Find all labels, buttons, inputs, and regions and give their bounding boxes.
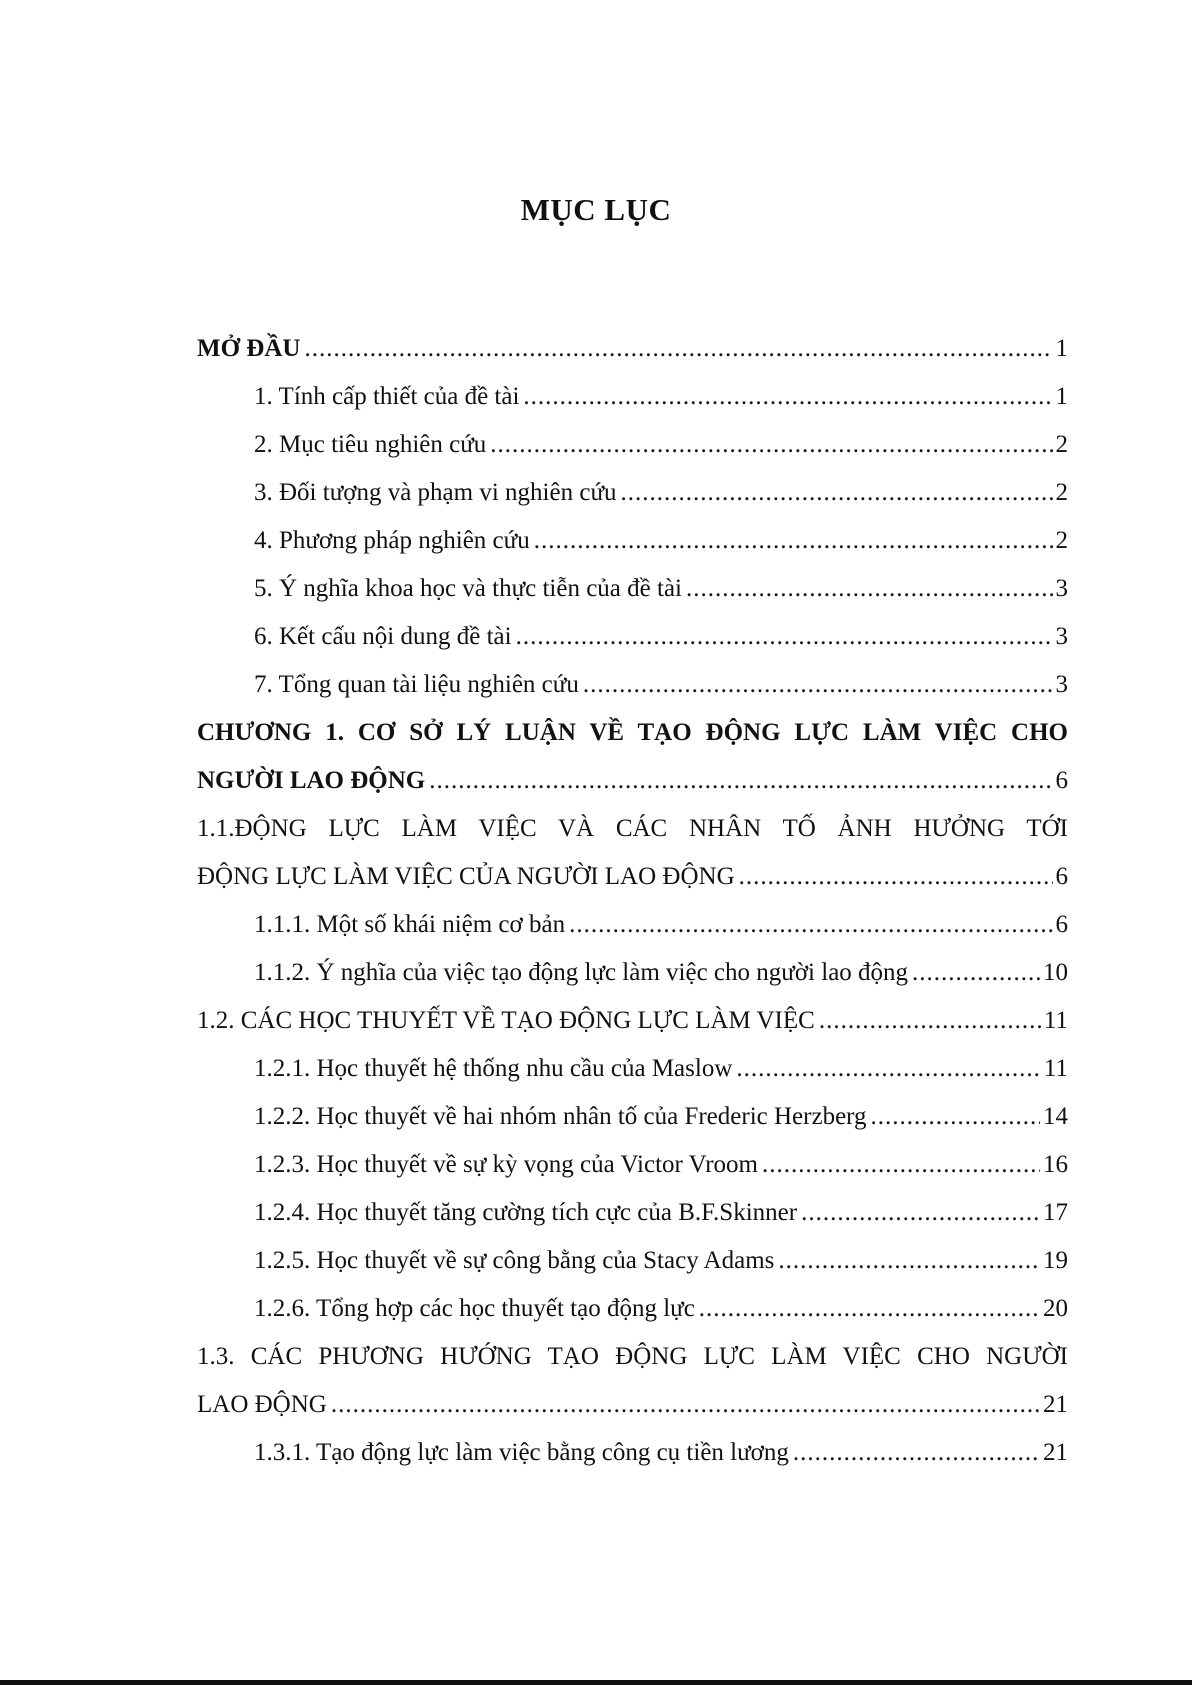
toc-page-number: 11 bbox=[1043, 1007, 1068, 1034]
toc-entry-label: 1.2.6. Tổng hợp các học thuyết tạo động lực bbox=[254, 1295, 695, 1322]
toc-page-number: 2 bbox=[1055, 479, 1068, 506]
toc-entry-label: 6. Kết cấu nội dung đề tài bbox=[254, 623, 512, 650]
toc-page-number: 16 bbox=[1043, 1151, 1068, 1178]
toc-page-number: 1 bbox=[1055, 335, 1068, 362]
toc-entry-line-wrapped bbox=[197, 709, 1068, 757]
toc-entry[interactable] bbox=[197, 1189, 1068, 1237]
toc-entry-label: 1.2.3. Học thuyết về sự kỳ vọng của Victor Vroom bbox=[254, 1151, 758, 1178]
toc-entry-line bbox=[197, 901, 1068, 949]
toc-entry-line bbox=[197, 1189, 1068, 1237]
toc-entry-line bbox=[197, 661, 1068, 709]
dot-leader bbox=[516, 613, 1053, 661]
toc-page-number: 20 bbox=[1043, 1295, 1068, 1322]
toc-entry-label: 1.2.5. Học thuyết về sự công bằng của Stacy Adams bbox=[254, 1247, 775, 1274]
toc-entry-label: 1.1.1. Một số khái niệm cơ bản bbox=[254, 911, 566, 938]
toc-entry[interactable] bbox=[197, 1429, 1068, 1477]
toc-entry[interactable] bbox=[197, 373, 1068, 421]
dot-leader bbox=[778, 1237, 1040, 1285]
dot-leader bbox=[801, 1189, 1040, 1237]
toc-entry[interactable] bbox=[197, 613, 1068, 661]
toc-page-number: 6 bbox=[1055, 863, 1068, 890]
toc-entry[interactable] bbox=[197, 1237, 1068, 1285]
toc-entry-line bbox=[197, 1429, 1068, 1477]
dot-leader bbox=[871, 1093, 1040, 1141]
toc-entry[interactable] bbox=[197, 517, 1068, 565]
dot-leader bbox=[583, 661, 1053, 709]
toc-entry-label: NGƯỜI LAO ĐỘNG bbox=[197, 767, 426, 794]
dot-leader bbox=[736, 1045, 1041, 1093]
dot-leader bbox=[739, 853, 1053, 901]
toc-entry-line bbox=[197, 1141, 1068, 1189]
toc-entry[interactable] bbox=[197, 661, 1068, 709]
toc-entry-line bbox=[197, 757, 1068, 805]
toc-entry-label: 4. Phương pháp nghiên cứu bbox=[254, 527, 530, 554]
toc-page-number: 2 bbox=[1055, 431, 1068, 458]
toc-entry-label: 2. Mục tiêu nghiên cứu bbox=[254, 431, 487, 458]
toc-entry[interactable] bbox=[197, 901, 1068, 949]
toc-page-number: 6 bbox=[1055, 767, 1068, 794]
toc-entry[interactable] bbox=[197, 949, 1068, 997]
toc-entry-line bbox=[197, 997, 1068, 1045]
toc-page-number: 3 bbox=[1055, 623, 1068, 650]
toc-entry-line bbox=[197, 373, 1068, 421]
toc-page-number: 1 bbox=[1055, 383, 1068, 410]
toc-entry-line bbox=[197, 565, 1068, 613]
toc-page-number: 21 bbox=[1043, 1439, 1068, 1466]
toc-entry-line-wrapped bbox=[197, 805, 1068, 853]
toc-entry-label: 1. Tính cấp thiết của đề tài bbox=[254, 383, 520, 410]
toc-entry-line bbox=[197, 853, 1068, 901]
table-of-contents bbox=[197, 325, 1068, 1477]
toc-page-number: 19 bbox=[1043, 1247, 1068, 1274]
toc-entry[interactable] bbox=[197, 469, 1068, 517]
toc-entry-label: 7. Tổng quan tài liệu nghiên cứu bbox=[254, 671, 579, 698]
toc-title: MỤC LỤC bbox=[520, 192, 672, 227]
toc-entry[interactable] bbox=[197, 565, 1068, 613]
toc-entry-label: 5. Ý nghĩa khoa học và thực tiễn của đề tài bbox=[254, 575, 682, 602]
toc-page-number: 2 bbox=[1055, 527, 1068, 554]
toc-entry[interactable] bbox=[197, 1285, 1068, 1333]
dot-leader bbox=[819, 997, 1041, 1045]
toc-entry-label: 1.2.1. Học thuyết hệ thống nhu cầu của Maslow bbox=[254, 1055, 733, 1082]
toc-entry-line bbox=[197, 1045, 1068, 1093]
toc-entry[interactable] bbox=[197, 421, 1068, 469]
toc-entry[interactable] bbox=[197, 1093, 1068, 1141]
toc-entry[interactable] bbox=[197, 709, 1068, 805]
toc-entry[interactable] bbox=[197, 1141, 1068, 1189]
toc-entry-label: 1.3.1. Tạo động lực làm việc bằng công cụ tiền lương bbox=[254, 1439, 789, 1466]
toc-entry-line bbox=[197, 949, 1068, 997]
toc-page-number: 3 bbox=[1055, 575, 1068, 602]
toc-page-number: 21 bbox=[1043, 1391, 1068, 1418]
toc-page-number: 14 bbox=[1043, 1103, 1068, 1130]
toc-entry[interactable] bbox=[197, 325, 1068, 373]
toc-entry-line-wrapped bbox=[197, 1333, 1068, 1381]
dot-leader bbox=[490, 421, 1052, 469]
toc-entry[interactable] bbox=[197, 1045, 1068, 1093]
toc-entry-line bbox=[197, 469, 1068, 517]
dot-leader bbox=[912, 949, 1040, 997]
toc-page-number: 6 bbox=[1055, 911, 1068, 938]
toc-entry-line bbox=[197, 421, 1068, 469]
toc-entry-line bbox=[197, 613, 1068, 661]
page-bottom-edge bbox=[0, 1680, 1192, 1685]
dot-leader bbox=[793, 1429, 1040, 1477]
toc-entry-label: LAO ĐỘNG bbox=[197, 1391, 327, 1418]
dot-leader bbox=[534, 517, 1053, 565]
toc-entry-label: 1.2.4. Học thuyết tăng cường tích cực của B.F.Skinner bbox=[254, 1199, 798, 1226]
toc-entry[interactable] bbox=[197, 1333, 1068, 1429]
dot-leader bbox=[523, 373, 1052, 421]
dot-leader bbox=[762, 1141, 1040, 1189]
toc-entry-line bbox=[197, 1285, 1068, 1333]
dot-leader bbox=[331, 1381, 1040, 1429]
toc-entry-label: 1.2.2. Học thuyết về hai nhóm nhân tố của Frederic Herzberg bbox=[254, 1103, 867, 1130]
toc-entry-line bbox=[197, 1093, 1068, 1141]
dot-leader bbox=[569, 901, 1052, 949]
dot-leader bbox=[686, 565, 1053, 613]
toc-entry-label: 1.1.ĐỘNG LỰC LÀM VIỆC VÀ CÁC NHÂN TỐ ẢNH HƯỞNG TỚI bbox=[197, 815, 1068, 842]
toc-entry-line bbox=[197, 1381, 1068, 1429]
toc-entry[interactable] bbox=[197, 805, 1068, 901]
toc-entry-label: CHƯƠNG 1. CƠ SỞ LÝ LUẬN VỀ TẠO ĐỘNG LỰC LÀM VIỆC CHO bbox=[197, 719, 1068, 746]
toc-page-number: 3 bbox=[1055, 671, 1068, 698]
dot-leader bbox=[304, 325, 1052, 373]
toc-page-number: 10 bbox=[1043, 959, 1068, 986]
toc-entry-label: ĐỘNG LỰC LÀM VIỆC CỦA NGƯỜI LAO ĐỘNG bbox=[197, 863, 735, 890]
toc-entry-label: MỞ ĐẦU bbox=[197, 335, 301, 362]
dot-leader bbox=[621, 469, 1053, 517]
toc-entry-line bbox=[197, 517, 1068, 565]
toc-entry-line bbox=[197, 325, 1068, 373]
toc-entry-line bbox=[197, 1237, 1068, 1285]
toc-page-number: 11 bbox=[1043, 1055, 1068, 1082]
dot-leader bbox=[699, 1285, 1040, 1333]
toc-entry-label: 3. Đối tượng và phạm vi nghiên cứu bbox=[254, 479, 617, 506]
toc-entry-label: 1.2. CÁC HỌC THUYẾT VỀ TẠO ĐỘNG LỰC LÀM VIỆC bbox=[197, 1007, 815, 1034]
toc-entry-label: 1.1.2. Ý nghĩa của việc tạo động lực làm việc cho người lao động bbox=[254, 959, 909, 986]
toc-page-number: 17 bbox=[1043, 1199, 1068, 1226]
toc-entry-label: 1.3. CÁC PHƯƠNG HƯỚNG TẠO ĐỘNG LỰC LÀM VIỆC CHO NGƯỜI bbox=[197, 1343, 1068, 1370]
toc-entry[interactable] bbox=[197, 997, 1068, 1045]
dot-leader bbox=[429, 757, 1052, 805]
